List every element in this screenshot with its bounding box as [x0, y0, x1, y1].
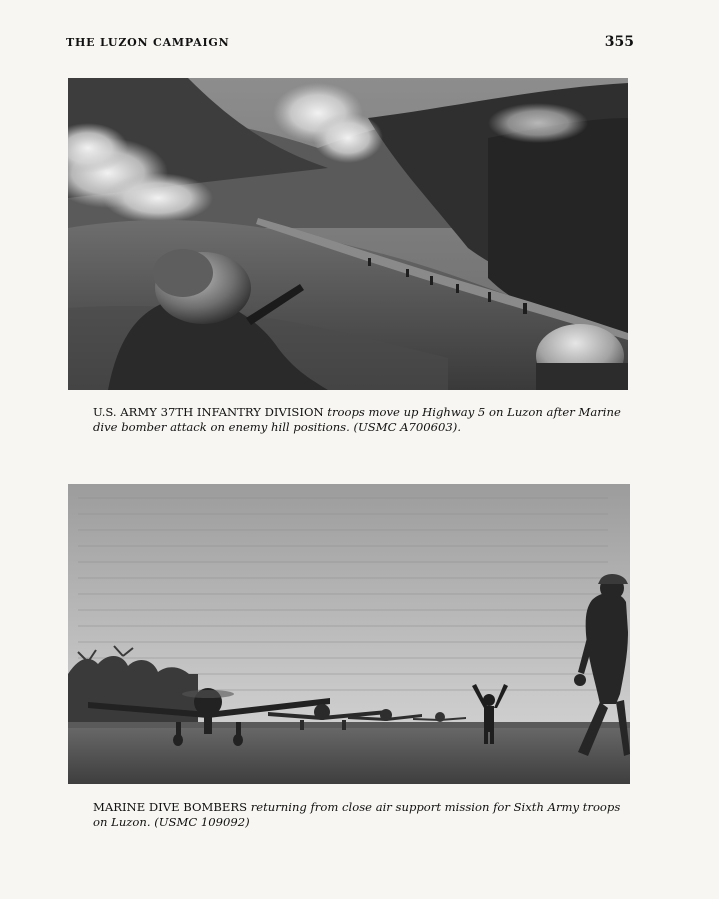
photo-dive-bombers [68, 484, 630, 784]
caption-lead: MARINE DIVE BOMBERS [93, 800, 248, 814]
caption-body: troops move up Highway 5 on Luzon after Marine dive bomber attack on enemy hill positions. (USMC A700603). [93, 405, 621, 434]
photo-dive-bombers-image [68, 484, 630, 784]
photo-caption [93, 405, 635, 435]
photo-caption [93, 800, 635, 830]
caption-body: returning from close air support mission for Sixth Army troops on Luzon. (USMC 109092) [93, 800, 621, 829]
running-head [66, 36, 634, 56]
photo-infantry-highway [68, 78, 628, 390]
running-title: THE LUZON CAMPAIGN [66, 36, 230, 49]
photo-infantry-highway-image [68, 78, 628, 390]
caption-lead: U.S. ARMY 37TH INFANTRY DIVISION [93, 405, 324, 419]
page-number: 355 [604, 34, 634, 50]
